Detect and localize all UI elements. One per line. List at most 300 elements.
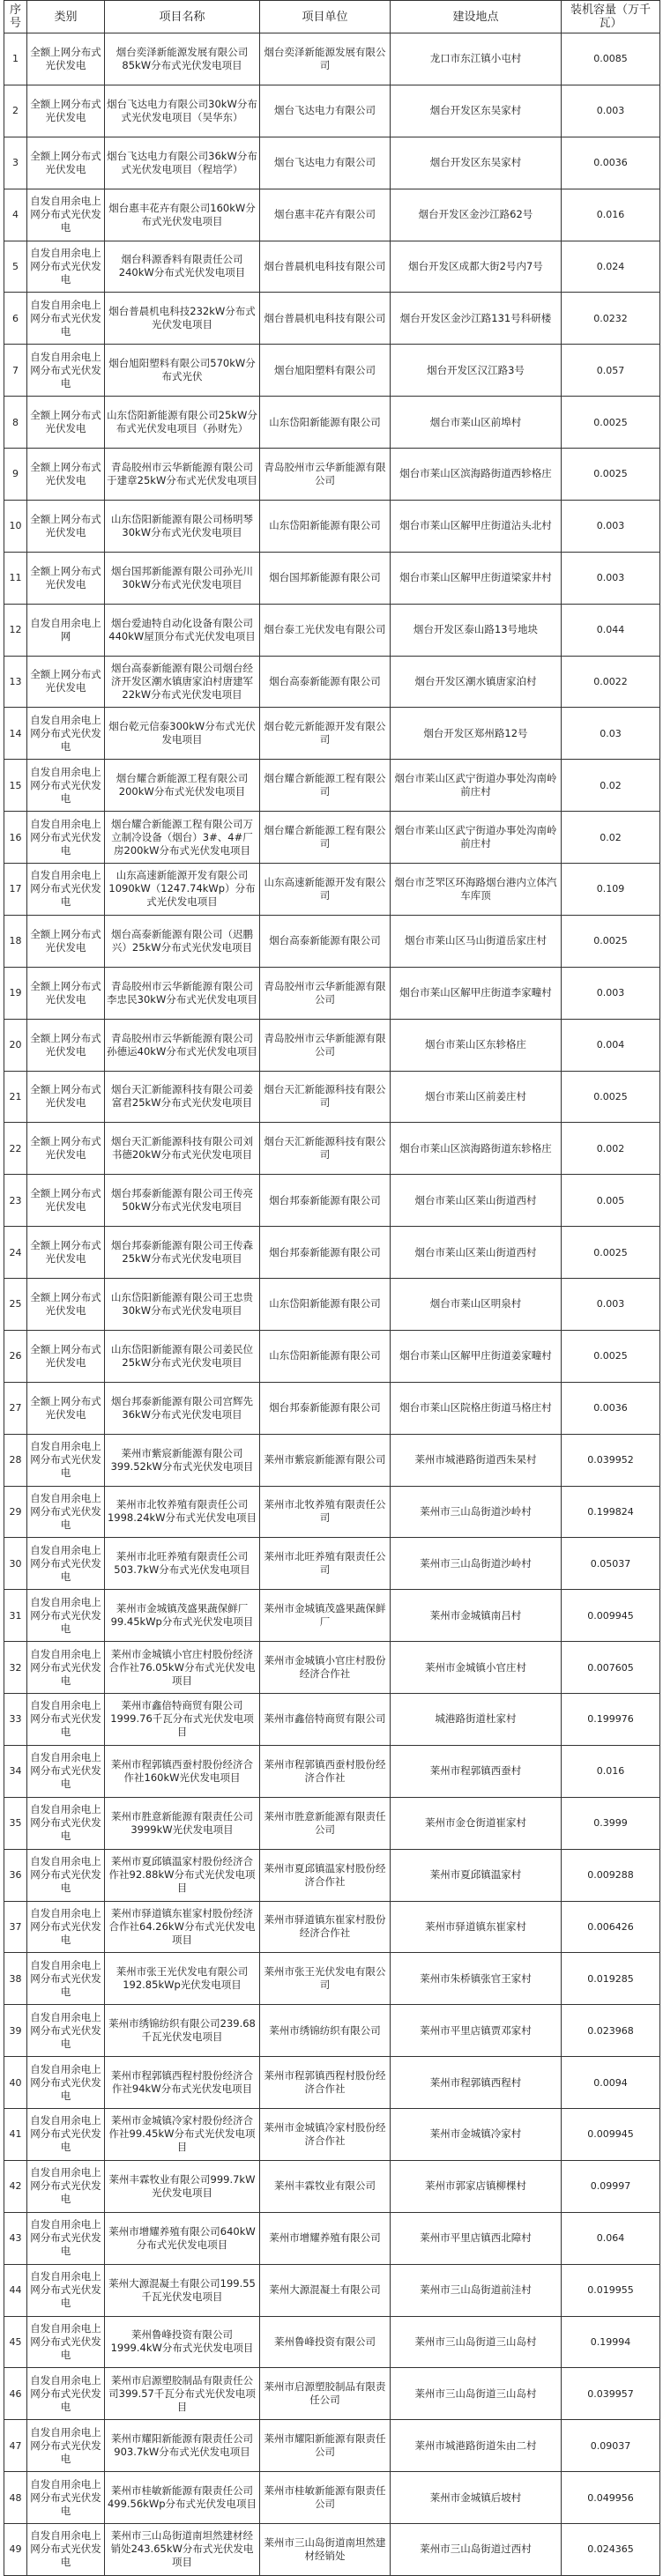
cell-type: 自发自用余电上网分布式光伏发电 <box>27 1694 105 1746</box>
cell-type: 自发自用余电上网分布式光伏发电 <box>27 2212 105 2264</box>
cell-type: 全额上网分布式光伏发电 <box>27 1279 105 1331</box>
cell-location: 莱州市程郭镇西蚕村 <box>391 1745 562 1797</box>
cell-no: 6 <box>4 293 27 345</box>
table-row <box>4 1434 660 1486</box>
cell-project-name: 烟台奕泽新能源发展有限公司85kW分布式光伏发电项目 <box>105 33 260 85</box>
table-row <box>4 500 660 552</box>
cell-location: 莱州市城港路街道西朱杲村 <box>391 1434 562 1486</box>
cell-project-name: 莱州市程郭镇西蚕村股份经济合作社160kW光伏发电项目 <box>105 1745 260 1797</box>
table-row <box>4 449 660 501</box>
cell-project-name: 莱州市启源塑胶制品有限责任公司399.57千瓦分布式光伏发电项目 <box>105 2368 260 2420</box>
cell-capacity: 0.0085 <box>562 33 660 85</box>
table-row <box>4 812 660 864</box>
cell-project-name: 烟台飞达电力有限公司30kW分布式光伏发电项目（吴华东） <box>105 85 260 137</box>
cell-no: 31 <box>4 1590 27 1642</box>
cell-capacity: 0.0025 <box>562 1071 660 1123</box>
cell-project-name: 青岛胶州市云华新能源有限公司于建章25kW分布式光伏发电项目 <box>105 449 260 501</box>
cell-location: 烟台市莱山区莱山街道西村 <box>391 1227 562 1279</box>
cell-project-name: 烟台飞达电力有限公司36kW分布式光伏发电项目（程培学） <box>105 137 260 189</box>
cell-location: 烟台市莱山区莱山街道西村 <box>391 1175 562 1227</box>
cell-project-unit: 莱州市增耀养殖有限公司 <box>260 2212 391 2264</box>
cell-project-name: 莱州丰霖牧业有限公司999.7kW光伏发电项目 <box>105 2160 260 2212</box>
cell-project-name: 烟台科源香料有限责任公司240kW分布式光伏发电项目 <box>105 241 260 293</box>
cell-project-unit: 烟台旭阳塑料有限公司 <box>260 345 391 397</box>
cell-type: 全额上网分布式光伏发电 <box>27 967 105 1019</box>
table-row <box>4 2420 660 2472</box>
cell-location: 烟台开发区东吴家村 <box>391 85 562 137</box>
cell-project-unit: 山东高速新能源开发有限公司 <box>260 864 391 916</box>
cell-no: 3 <box>4 137 27 189</box>
cell-type: 自发自用余电上网分布式光伏发电 <box>27 2057 105 2109</box>
cell-location: 烟台市莱山区院格庄街道马格庄村 <box>391 1382 562 1434</box>
cell-project-unit: 莱州市鑫倍特商贸有限公司 <box>260 1694 391 1746</box>
table-header-row <box>4 1 660 33</box>
cell-project-unit: 烟台邦泰新能源有限公司 <box>260 1227 391 1279</box>
cell-project-unit: 烟台飞达电力有限公司 <box>260 85 391 137</box>
cell-project-unit: 莱州市启源塑胶制品有限责任公司 <box>260 2368 391 2420</box>
cell-project-name: 莱州市金城镇茂盛果蔬保鲜厂99.45kWp分布式光伏发电项目 <box>105 1590 260 1642</box>
cell-type: 自发自用余电上网分布式光伏发电 <box>27 760 105 812</box>
table-row <box>4 2109 660 2161</box>
cell-capacity: 0.199824 <box>562 1486 660 1538</box>
cell-location: 莱州市三山岛街道沙岭村 <box>391 1538 562 1590</box>
cell-no: 1 <box>4 33 27 85</box>
cell-project-unit: 烟台国邦新能源有限公司 <box>260 552 391 604</box>
cell-type: 全额上网分布式光伏发电 <box>27 500 105 552</box>
cell-project-name: 烟台天汇新能源科技有限公司刘书德20kW分布式光伏发电项目 <box>105 1123 260 1175</box>
table-row <box>4 1953 660 2005</box>
cell-location: 烟台市莱山区解甲庄街道沾头北村 <box>391 500 562 552</box>
table-row <box>4 2524 660 2576</box>
cell-no: 43 <box>4 2212 27 2264</box>
cell-location: 烟台市莱山区滨海路街道东轸格庄 <box>391 1123 562 1175</box>
table-row <box>4 2212 660 2264</box>
cell-no: 39 <box>4 2005 27 2057</box>
cell-location: 莱州市程郭镇西程村 <box>391 2057 562 2109</box>
table-row <box>4 1901 660 1953</box>
cell-project-unit: 莱州市驿道镇东崔家村股份经济合作社 <box>260 1901 391 1953</box>
cell-capacity: 0.02 <box>562 812 660 864</box>
table-row <box>4 85 660 137</box>
cell-project-name: 烟台邦泰新能源有限公司王传森25kW分布式光伏发电项目 <box>105 1227 260 1279</box>
cell-location: 烟台市芝罘区环海路烟台港内立体汽车库顶 <box>391 864 562 916</box>
cell-project-unit: 烟台天汇新能源科技有限公司 <box>260 1123 391 1175</box>
cell-project-name: 山东高速新能源开发有限公司1090kW（1247.74kWp）分布式光伏发电项目 <box>105 864 260 916</box>
cell-type: 自发自用余电上网分布式光伏发电 <box>27 345 105 397</box>
cell-location: 莱州市三山岛街道三山岛村 <box>391 2368 562 2420</box>
table-row <box>4 1123 660 1175</box>
cell-project-name: 莱州市鑫倍特商贸有限公司1999.76千瓦分布式光伏发电项目 <box>105 1694 260 1746</box>
cell-location: 莱州市驿道镇东崔家村 <box>391 1901 562 1953</box>
cell-project-unit: 莱州市紫宸新能源有限公司 <box>260 1434 391 1486</box>
cell-project-unit: 莱州市胜意新能源有限责任公司 <box>260 1797 391 1849</box>
cell-project-name: 莱州大源混凝土有限公司199.55千瓦光伏发电项目 <box>105 2264 260 2316</box>
cell-project-unit: 烟台耀合新能源工程有限公司 <box>260 760 391 812</box>
table-row <box>4 397 660 449</box>
cell-project-unit: 莱州市程郭镇西蚕村股份经济合作社 <box>260 1745 391 1797</box>
cell-location: 烟台开发区泰山路13号地块 <box>391 604 562 656</box>
cell-project-unit: 莱州市三山岛街道南坦然建材经销处 <box>260 2524 391 2576</box>
cell-no: 27 <box>4 1382 27 1434</box>
cell-type: 自发自用余电上网 <box>27 604 105 656</box>
cell-project-unit: 山东岱阳新能源有限公司 <box>260 1330 391 1382</box>
cell-capacity: 0.03 <box>562 708 660 760</box>
cell-no: 23 <box>4 1175 27 1227</box>
table-row <box>4 2472 660 2524</box>
cell-project-name: 莱州市张王光伏发电有限公司192.85kWp光伏发电项目 <box>105 1953 260 2005</box>
cell-project-unit: 山东岱阳新能源有限公司 <box>260 397 391 449</box>
cell-project-unit: 青岛胶州市云华新能源有限公司 <box>260 449 391 501</box>
cell-project-unit: 莱州市程郭镇西程村股份经济合作社 <box>260 2057 391 2109</box>
cell-project-name: 烟台高泰新能源有限公司烟台经济开发区潮水镇唐家泊村唐建军22kW分布式光伏发电项目 <box>105 656 260 708</box>
cell-project-name: 莱州市胜意新能源有限责任公司3999kW光伏发电项目 <box>105 1797 260 1849</box>
cell-no: 20 <box>4 1019 27 1071</box>
cell-type: 全额上网分布式光伏发电 <box>27 1071 105 1123</box>
cell-location: 莱州市夏邱镇温家村 <box>391 1849 562 1901</box>
cell-location: 烟台开发区金沙江路62号 <box>391 189 562 241</box>
cell-capacity: 0.019285 <box>562 1953 660 2005</box>
cell-type: 全额上网分布式光伏发电 <box>27 1227 105 1279</box>
cell-capacity: 0.044 <box>562 604 660 656</box>
cell-capacity: 0.02 <box>562 760 660 812</box>
cell-capacity: 0.016 <box>562 1745 660 1797</box>
table-row <box>4 1745 660 1797</box>
cell-type: 全额上网分布式光伏发电 <box>27 137 105 189</box>
cell-location: 烟台市莱山区明泉村 <box>391 1279 562 1331</box>
cell-location: 莱州市朱桥镇张官王家村 <box>391 1953 562 2005</box>
cell-type: 自发自用余电上网分布式光伏发电 <box>27 708 105 760</box>
cell-capacity: 0.057 <box>562 345 660 397</box>
cell-project-unit: 烟台高泰新能源有限公司 <box>260 915 391 967</box>
cell-capacity: 0.0022 <box>562 656 660 708</box>
cell-project-name: 青岛胶州市云华新能源有限公司李忠民30kW分布式光伏发电项目 <box>105 967 260 1019</box>
cell-no: 24 <box>4 1227 27 1279</box>
cell-location: 烟台市莱山区解甲庄街道梁家井村 <box>391 552 562 604</box>
cell-project-unit: 莱州市北旺养殖有限责任公司 <box>260 1538 391 1590</box>
cell-no: 41 <box>4 2109 27 2161</box>
cell-project-name: 莱州市驿道镇东崔家村股份经济合作社64.26kW分布式光伏发电项目 <box>105 1901 260 1953</box>
cell-type: 自发自用余电上网分布式光伏发电 <box>27 2368 105 2420</box>
cell-no: 9 <box>4 449 27 501</box>
cell-project-unit: 莱州市金城镇茂盛果蔬保鲜厂 <box>260 1590 391 1642</box>
cell-location: 莱州市金城镇后坡村 <box>391 2472 562 2524</box>
cell-location: 莱州市三山岛街道沙岭村 <box>391 1486 562 1538</box>
cell-capacity: 0.0025 <box>562 1227 660 1279</box>
cell-capacity: 0.016 <box>562 189 660 241</box>
cell-location: 龙口市东江镇小屯村 <box>391 33 562 85</box>
cell-project-name: 莱州市北牧养殖有限责任公司1998.24kW分布式光伏发电项目 <box>105 1486 260 1538</box>
table-row <box>4 1071 660 1123</box>
table-row <box>4 2264 660 2316</box>
cell-project-name: 莱州市绣锦纺织有限公司239.68千瓦光伏发电项目 <box>105 2005 260 2057</box>
cell-no: 37 <box>4 1901 27 1953</box>
table-row <box>4 33 660 85</box>
cell-project-name: 烟台国邦新能源有限公司孙光川30kW分布式光伏发电项目 <box>105 552 260 604</box>
cell-capacity: 0.0094 <box>562 2057 660 2109</box>
table-row <box>4 1227 660 1279</box>
cell-location: 烟台市莱山区滨海路街道西轸格庄 <box>391 449 562 501</box>
cell-type: 自发自用余电上网分布式光伏发电 <box>27 1953 105 2005</box>
cell-no: 40 <box>4 2057 27 2109</box>
table-row <box>4 293 660 345</box>
cell-type: 全额上网分布式光伏发电 <box>27 552 105 604</box>
cell-capacity: 0.003 <box>562 85 660 137</box>
cell-no: 25 <box>4 1279 27 1331</box>
cell-no: 13 <box>4 656 27 708</box>
cell-no: 26 <box>4 1330 27 1382</box>
cell-no: 18 <box>4 915 27 967</box>
table-row <box>4 1382 660 1434</box>
cell-location: 莱州市三山岛街道三山岛村 <box>391 2316 562 2368</box>
header-project-unit: 项目单位 <box>260 1 391 33</box>
cell-project-unit: 青岛胶州市云华新能源有限公司 <box>260 1019 391 1071</box>
cell-capacity: 0.09037 <box>562 2420 660 2472</box>
table-row <box>4 2057 660 2109</box>
cell-no: 34 <box>4 1745 27 1797</box>
cell-project-unit: 莱州市夏邱镇温家村股份经济合作社 <box>260 1849 391 1901</box>
cell-capacity: 0.0036 <box>562 1382 660 1434</box>
header-capacity: 装机容量（万千瓦） <box>562 1 660 33</box>
cell-capacity: 0.09997 <box>562 2160 660 2212</box>
cell-location: 莱州市金仓街道崔家村 <box>391 1797 562 1849</box>
cell-project-name: 烟台惠丰花卉有限公司160kW分布式光伏发电项目 <box>105 189 260 241</box>
cell-no: 33 <box>4 1694 27 1746</box>
cell-no: 32 <box>4 1642 27 1694</box>
cell-capacity: 0.0036 <box>562 137 660 189</box>
cell-type: 自发自用余电上网分布式光伏发电 <box>27 864 105 916</box>
cell-capacity: 0.109 <box>562 864 660 916</box>
table-row <box>4 760 660 812</box>
table-row <box>4 2160 660 2212</box>
table-row <box>4 915 660 967</box>
project-table <box>4 0 660 2576</box>
table-row <box>4 552 660 604</box>
table-row <box>4 345 660 397</box>
cell-project-unit: 烟台高泰新能源有限公司 <box>260 656 391 708</box>
cell-no: 28 <box>4 1434 27 1486</box>
cell-location: 烟台市莱山区解甲庄街道姜家疃村 <box>391 1330 562 1382</box>
cell-type: 全额上网分布式光伏发电 <box>27 915 105 967</box>
cell-capacity: 0.003 <box>562 552 660 604</box>
table-row <box>4 1694 660 1746</box>
cell-project-name: 莱州市金城镇冷家村股份经济合作社99.45kW分布式光伏发电项目 <box>105 2109 260 2161</box>
cell-capacity: 0.0025 <box>562 915 660 967</box>
cell-type: 全额上网分布式光伏发电 <box>27 85 105 137</box>
cell-project-name: 莱州市夏邱镇温家村股份经济合作社92.88kW分布式光伏发电项目 <box>105 1849 260 1901</box>
cell-capacity: 0.039952 <box>562 1434 660 1486</box>
cell-capacity: 0.05037 <box>562 1538 660 1590</box>
cell-type: 自发自用余电上网分布式光伏发电 <box>27 2472 105 2524</box>
table-row <box>4 1486 660 1538</box>
cell-project-name: 烟台高泰新能源有限公司（迟鹏兴）25kW分布式光伏发电项目 <box>105 915 260 967</box>
cell-project-unit: 烟台乾元新能源开发有限公司 <box>260 708 391 760</box>
cell-capacity: 0.0025 <box>562 1330 660 1382</box>
cell-project-unit: 莱州市桂敏新能源有限责任公司 <box>260 2472 391 2524</box>
cell-type: 自发自用余电上网分布式光伏发电 <box>27 1434 105 1486</box>
cell-project-name: 烟台邦泰新能源有限公司宫辉先36kW分布式光伏发电项目 <box>105 1382 260 1434</box>
cell-project-name: 莱州市桂敏新能源有限责任公司499.56kWp分布式光伏发电项目 <box>105 2472 260 2524</box>
cell-type: 全额上网分布式光伏发电 <box>27 449 105 501</box>
cell-no: 17 <box>4 864 27 916</box>
cell-location: 莱州市金城镇南吕村 <box>391 1590 562 1642</box>
cell-capacity: 0.009945 <box>562 1590 660 1642</box>
cell-type: 自发自用余电上网分布式光伏发电 <box>27 1538 105 1590</box>
cell-type: 自发自用余电上网分布式光伏发电 <box>27 2524 105 2576</box>
cell-project-name: 莱州市程郭镇西程村股份经济合作社94kW分布式光伏发电项目 <box>105 2057 260 2109</box>
cell-capacity: 0.003 <box>562 1279 660 1331</box>
cell-project-unit: 莱州市北牧养殖有限责任公司 <box>260 1486 391 1538</box>
cell-project-name: 莱州鲁峰投资有限公司1999.4kW分布式光伏发电项目 <box>105 2316 260 2368</box>
cell-project-name: 莱州市北旺养殖有限责任公司503.7kW分布式光伏发电项目 <box>105 1538 260 1590</box>
table-row <box>4 1175 660 1227</box>
cell-location: 烟台市莱山区武宁街道办事处沟南岭前庄村 <box>391 760 562 812</box>
cell-no: 19 <box>4 967 27 1019</box>
cell-no: 16 <box>4 812 27 864</box>
table-row <box>4 2316 660 2368</box>
cell-project-name: 莱州市增耀养殖有限公司640kW分布式光伏发电项目 <box>105 2212 260 2264</box>
cell-project-name: 烟台乾元信泰300kW分布式光伏发电项目 <box>105 708 260 760</box>
table-row <box>4 137 660 189</box>
cell-capacity: 0.019955 <box>562 2264 660 2316</box>
cell-project-name: 莱州市耀阳新能源有限责任公司903.7kW分布式光伏发电项目 <box>105 2420 260 2472</box>
cell-capacity: 0.049956 <box>562 2472 660 2524</box>
cell-project-name: 烟台旭阳塑料有限公司570kW分布式光伏 <box>105 345 260 397</box>
cell-no: 5 <box>4 241 27 293</box>
cell-location: 烟台开发区汉江路3号 <box>391 345 562 397</box>
cell-location: 烟台市莱山区武宁街道办事处沟南岭前庄村 <box>391 812 562 864</box>
cell-no: 14 <box>4 708 27 760</box>
cell-type: 全额上网分布式光伏发电 <box>27 1330 105 1382</box>
cell-capacity: 0.006426 <box>562 1901 660 1953</box>
cell-no: 7 <box>4 345 27 397</box>
cell-capacity: 0.3999 <box>562 1797 660 1849</box>
cell-capacity: 0.0025 <box>562 397 660 449</box>
cell-no: 48 <box>4 2472 27 2524</box>
cell-type: 全额上网分布式光伏发电 <box>27 33 105 85</box>
cell-project-unit: 烟台泰工光伏发电有限公司 <box>260 604 391 656</box>
cell-no: 45 <box>4 2316 27 2368</box>
cell-location: 烟台开发区东吴家村 <box>391 137 562 189</box>
cell-location: 烟台开发区金沙江路131号科研楼 <box>391 293 562 345</box>
table-row <box>4 656 660 708</box>
cell-capacity: 0.023968 <box>562 2005 660 2057</box>
cell-project-unit: 莱州市耀阳新能源有限责任公司 <box>260 2420 391 2472</box>
table-row <box>4 1797 660 1849</box>
cell-type: 自发自用余电上网分布式光伏发电 <box>27 2420 105 2472</box>
cell-location: 莱州市三山岛街道过西村 <box>391 2524 562 2576</box>
cell-no: 12 <box>4 604 27 656</box>
cell-type: 自发自用余电上网分布式光伏发电 <box>27 1901 105 1953</box>
cell-capacity: 0.024365 <box>562 2524 660 2576</box>
cell-project-name: 山东岱阳新能源有限公司王忠贵30kW分布式光伏发电项目 <box>105 1279 260 1331</box>
cell-type: 自发自用余电上网分布式光伏发电 <box>27 1745 105 1797</box>
cell-project-name: 青岛胶州市云华新能源有限公司孙德运40kW分布式光伏发电项目 <box>105 1019 260 1071</box>
cell-capacity: 0.009288 <box>562 1849 660 1901</box>
table-row <box>4 708 660 760</box>
cell-location: 烟台市莱山区前姜庄村 <box>391 1071 562 1123</box>
cell-type: 自发自用余电上网分布式光伏发电 <box>27 1642 105 1694</box>
table-row <box>4 1849 660 1901</box>
cell-no: 10 <box>4 500 27 552</box>
table-row <box>4 189 660 241</box>
cell-capacity: 0.19994 <box>562 2316 660 2368</box>
cell-project-unit: 烟台天汇新能源科技有限公司 <box>260 1071 391 1123</box>
cell-type: 自发自用余电上网分布式光伏发电 <box>27 1486 105 1538</box>
header-type: 类别 <box>27 1 105 33</box>
cell-location: 城港路街道杜家村 <box>391 1694 562 1746</box>
table-row <box>4 1019 660 1071</box>
cell-no: 8 <box>4 397 27 449</box>
cell-no: 46 <box>4 2368 27 2420</box>
cell-capacity: 0.064 <box>562 2212 660 2264</box>
cell-project-name: 烟台耀合新能源工程有限公司200kW分布式光伏发电项目 <box>105 760 260 812</box>
cell-location: 烟台开发区郑州路12号 <box>391 708 562 760</box>
cell-type: 全额上网分布式光伏发电 <box>27 1175 105 1227</box>
cell-project-unit: 烟台飞达电力有限公司 <box>260 137 391 189</box>
table-row <box>4 1330 660 1382</box>
cell-capacity: 0.009945 <box>562 2109 660 2161</box>
cell-project-unit: 烟台邦泰新能源有限公司 <box>260 1175 391 1227</box>
cell-location: 烟台市莱山区前埠村 <box>391 397 562 449</box>
cell-capacity: 0.002 <box>562 1123 660 1175</box>
cell-no: 49 <box>4 2524 27 2576</box>
cell-project-unit: 烟台普晨机电科技有限公司 <box>260 293 391 345</box>
cell-capacity: 0.024 <box>562 241 660 293</box>
cell-type: 自发自用余电上网分布式光伏发电 <box>27 2264 105 2316</box>
table-row <box>4 1590 660 1642</box>
cell-project-name: 山东岱阳新能源有限公司杨明琴30kW分布式光伏发电项目 <box>105 500 260 552</box>
cell-type: 自发自用余电上网分布式光伏发电 <box>27 1849 105 1901</box>
cell-project-unit: 莱州丰霖牧业有限公司 <box>260 2160 391 2212</box>
cell-project-unit: 烟台奕泽新能源发展有限公司 <box>260 33 391 85</box>
cell-project-name: 莱州市金城镇小官庄村股份经济合作社76.05kW分布式光伏发电项目 <box>105 1642 260 1694</box>
table-row <box>4 604 660 656</box>
table-row <box>4 1279 660 1331</box>
cell-location: 莱州市郭家店镇柳棵村 <box>391 2160 562 2212</box>
cell-type: 全额上网分布式光伏发电 <box>27 1382 105 1434</box>
cell-no: 36 <box>4 1849 27 1901</box>
cell-project-name: 山东岱阳新能源有限公司25kW分布式光伏发电项目（孙财先） <box>105 397 260 449</box>
table-row <box>4 2005 660 2057</box>
cell-project-unit: 莱州市张王光伏发电有限公司 <box>260 1953 391 2005</box>
cell-project-unit: 山东岱阳新能源有限公司 <box>260 1279 391 1331</box>
cell-capacity: 0.039957 <box>562 2368 660 2420</box>
cell-project-unit: 莱州大源混凝土有限公司 <box>260 2264 391 2316</box>
cell-location: 莱州市金城镇小官庄村 <box>391 1642 562 1694</box>
cell-type: 自发自用余电上网分布式光伏发电 <box>27 2109 105 2161</box>
cell-project-unit: 莱州鲁峰投资有限公司 <box>260 2316 391 2368</box>
cell-location: 烟台市莱山区马山街道岳家庄村 <box>391 915 562 967</box>
cell-location: 烟台市莱山区东轸格庄 <box>391 1019 562 1071</box>
cell-no: 35 <box>4 1797 27 1849</box>
cell-project-unit: 烟台惠丰花卉有限公司 <box>260 189 391 241</box>
cell-project-unit: 烟台普晨机电科技有限公司 <box>260 241 391 293</box>
cell-no: 47 <box>4 2420 27 2472</box>
cell-project-name: 烟台邦泰新能源有限公司王传亮50kW分布式光伏发电项目 <box>105 1175 260 1227</box>
cell-project-name: 烟台普晨机电科技232kW分布式光伏发电项目 <box>105 293 260 345</box>
table-row <box>4 2368 660 2420</box>
cell-location: 莱州市平里店镇贾邓家村 <box>391 2005 562 2057</box>
cell-type: 自发自用余电上网分布式光伏发电 <box>27 2160 105 2212</box>
cell-no: 21 <box>4 1071 27 1123</box>
cell-capacity: 0.007605 <box>562 1642 660 1694</box>
cell-capacity: 0.0025 <box>562 449 660 501</box>
table-row <box>4 1538 660 1590</box>
cell-no: 22 <box>4 1123 27 1175</box>
cell-project-name: 莱州市紫宸新能源有限公司399.52kW分布式光伏发电项目 <box>105 1434 260 1486</box>
header-no: 序号 <box>4 1 27 33</box>
cell-capacity: 0.003 <box>562 967 660 1019</box>
